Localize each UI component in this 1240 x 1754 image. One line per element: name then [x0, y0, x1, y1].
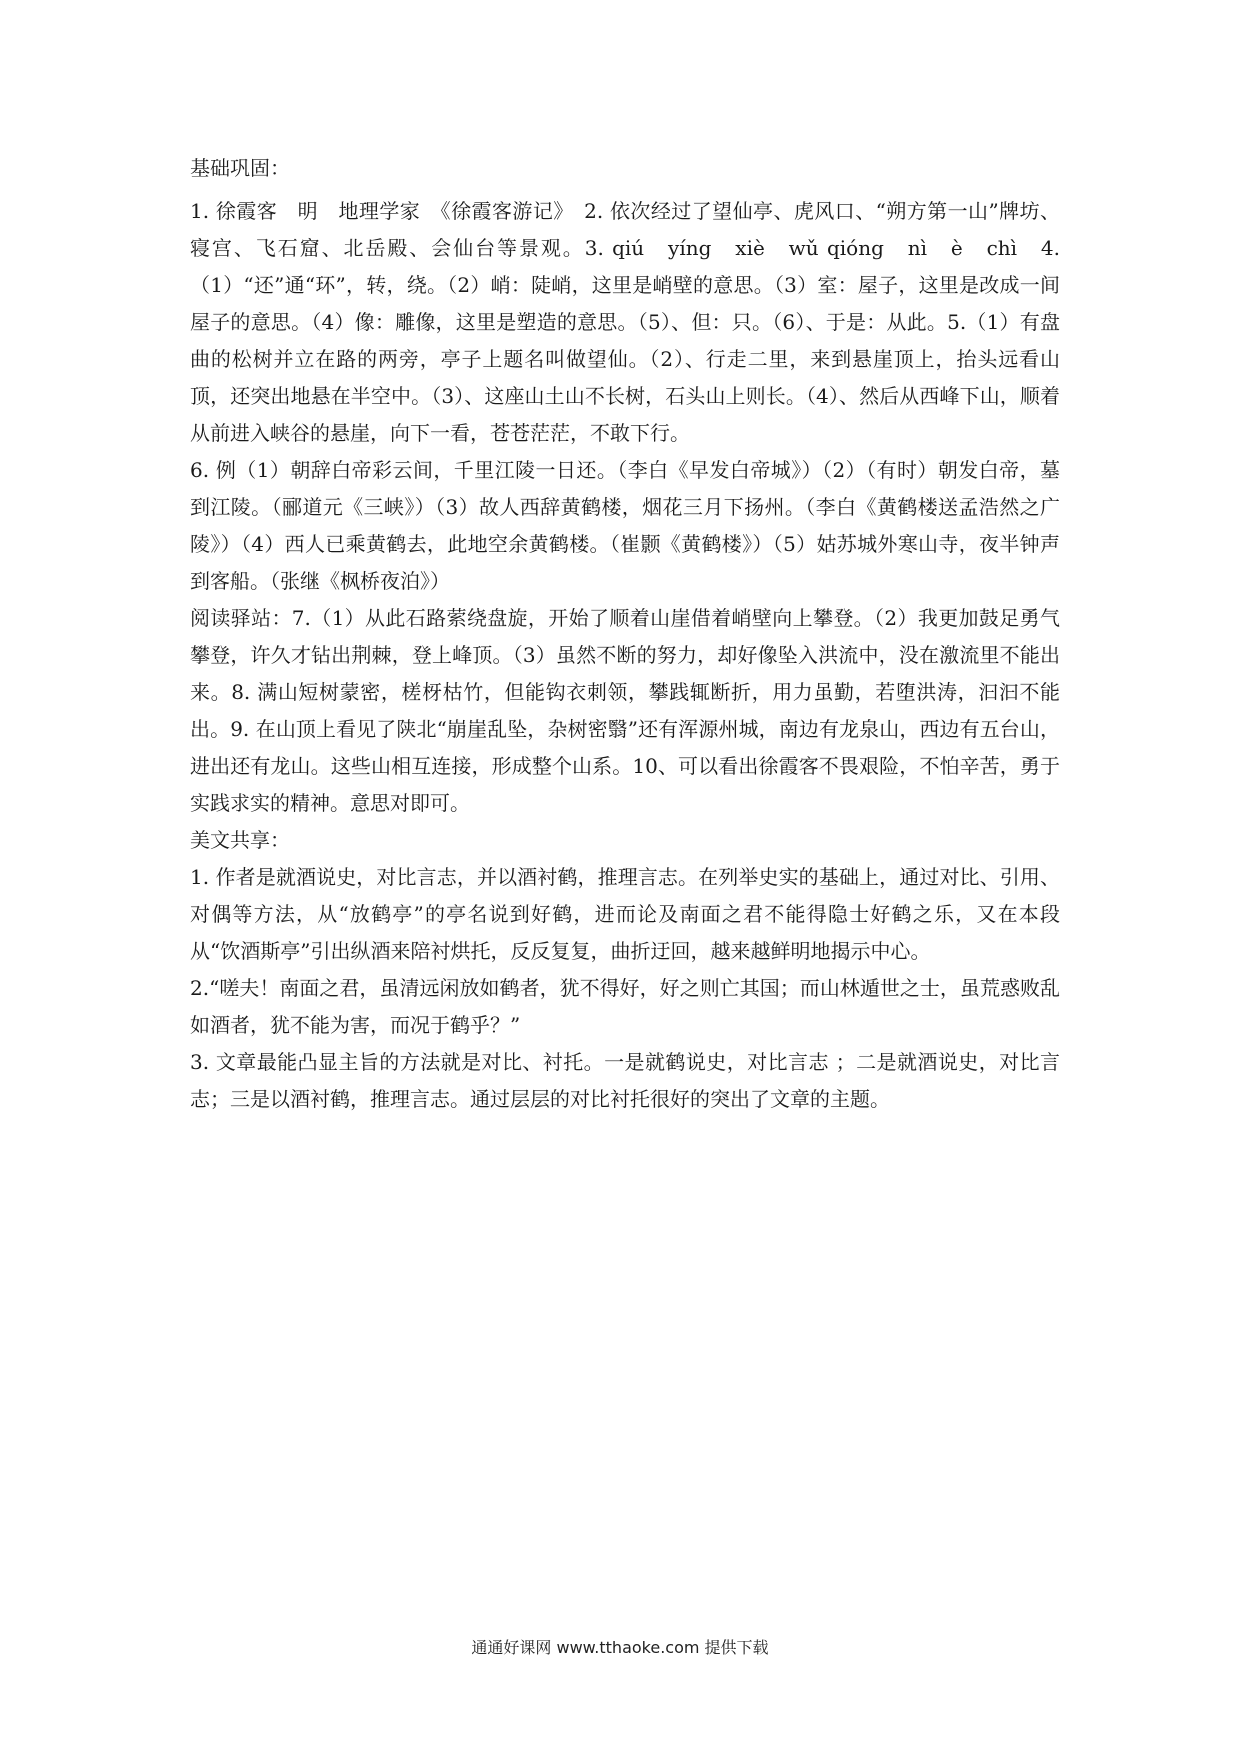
- section-heading-essay: 美文共享：: [190, 828, 290, 852]
- essay-item-2: 2.“嗟夫！南面之君，虽清远闲放如鹤者，犹不得好，好之则亡其国；而山林遁世之士，虽荒惑败乱如酒者，犹不能为害，而况于鹤乎？”: [190, 976, 1060, 1037]
- section-heading-basic: 基础巩固：: [190, 156, 290, 180]
- document-body: [190, 150, 1060, 1118]
- footer-note: 通通好课网 www.tthaoke.com 提供下载: [471, 1638, 769, 1657]
- basic-paragraph-1: 1. 徐霞客 明 地理学家 《徐霞客游记》 2. 依次经过了望仙亭、虎风口、“朔方第一山”牌坊、寝宫、飞石窟、北岳殿、会仙台等景观。3. qiú yíng xiè wǔ qióng nì è chì 4.（1）“还”通“环”，转，绕。（2）峭：陡峭，这里是峭壁的意思。（3）室：屋子，这里是改成一间屋子的意思。（4）像：雕像，这里是塑造的意思。（5）、但：只。（6）、于是：从此。5.（1）有盘曲的松树并立在路的两旁，亭子上题名叫做望仙。（2）、行走二里，来到悬崖顶上，抬头远看山顶，还突出地悬在半空中。（3）、这座山土山不长树，石头山上则长。（4）、然后从西峰下山，顺着从前进入峡谷的悬崖，向下一看，苍苍茫茫，不敢下行。: [190, 199, 1060, 445]
- basic-paragraph-2: 6. 例（1）朝辞白帝彩云间，千里江陵一日还。（李白《早发白帝城》）（2）（有时）朝发白帝，墓到江陵。（郦道元《三峡》）（3）故人西辞黄鹤楼，烟花三月下扬州。（李白《黄鹤楼送孟浩然之广陵》）（4）西人已乘黄鹤去，此地空余黄鹤楼。（崔颢《黄鹤楼》）（5）姑苏城外寒山寺，夜半钟声到客船。（张继《枫桥夜泊》）: [190, 458, 1060, 593]
- essay-item-1: 1. 作者是就酒说史，对比言志，并以酒衬鹤，推理言志。在列举史实的基础上，通过对比、引用、对偶等方法，从“放鹤亭”的亭名说到好鹤，进而论及南面之君不能得隐士好鹤之乐，又在本段从“饮酒斯亭”引出纵酒来陪衬烘托，反反复复，曲折迂回，越来越鲜明地揭示中心。: [190, 865, 1060, 963]
- reading-paragraph: 阅读驿站：7.（1）从此石路萦绕盘旋，开始了顺着山崖借着峭壁向上攀登。（2）我更加鼓足勇气攀登，许久才钻出荆棘，登上峰顶。（3）虽然不断的努力，却好像坠入洪流中，没在激流里不能出来。8. 满山短树蒙密，槎枒枯竹，但能钩衣刺领，攀践辄断折，用力虽勤，若堕洪涛，汩汩不能出。9. 在山顶上看见了陕北“崩崖乱坠，杂树密翳”还有浑源州城，南边有龙泉山，西边有五台山，进出还有龙山。这些山相互连接，形成整个山系。10、可以看出徐霞客不畏艰险，不怕辛苦，勇于实践求实的精神。意思对即可。: [190, 606, 1060, 815]
- essay-item-3: 3. 文章最能凸显主旨的方法就是对比、衬托。一是就鹤说史，对比言志 ；二是就酒说史，对比言志；三是以酒衬鹤，推理言志。通过层层的对比衬托很好的突出了文章的主题。: [190, 1050, 1060, 1111]
